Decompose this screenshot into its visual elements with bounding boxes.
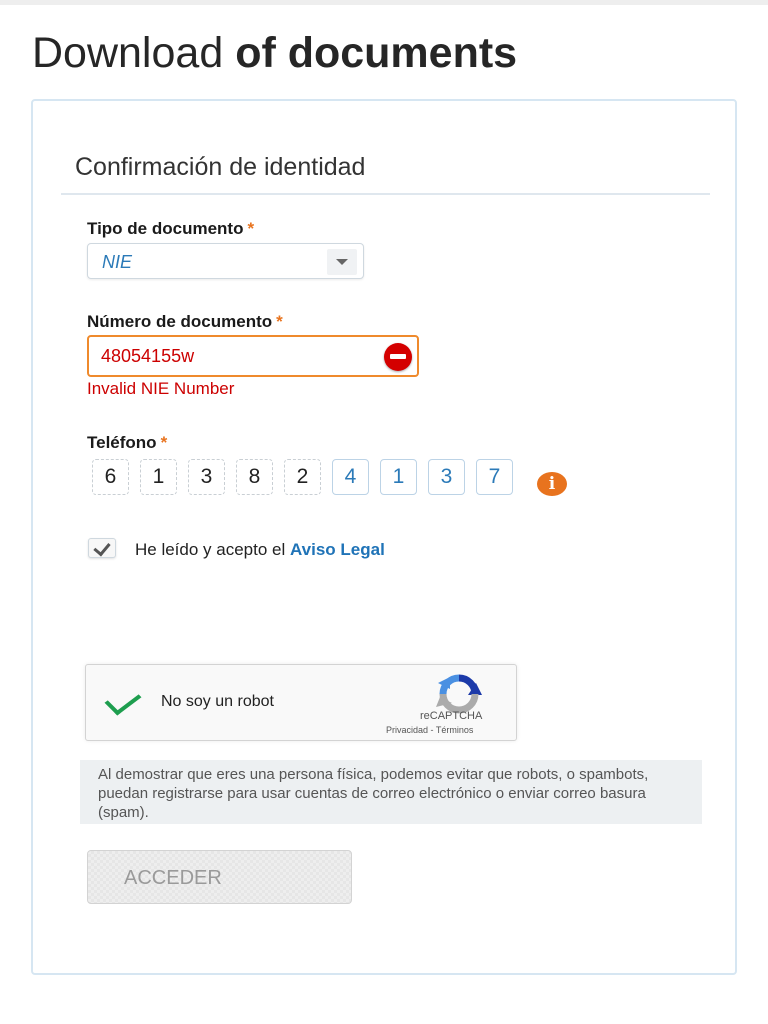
select-toggle[interactable] (327, 249, 357, 275)
form-title: Confirmación de identidad (75, 153, 366, 181)
recaptcha-links[interactable]: Privacidad - Términos (386, 725, 474, 735)
top-strip (0, 0, 768, 5)
legal-text: He leído y acepto el (135, 540, 286, 559)
divider (61, 193, 710, 195)
document-number-value: 48054155w (101, 346, 195, 366)
document-number-label-text: Número de documento (87, 312, 273, 331)
identity-form-card (31, 99, 737, 975)
page-title-light: Download (32, 29, 224, 77)
info-icon[interactable]: i (537, 472, 567, 496)
phone-digit-input[interactable]: 4 (332, 459, 369, 495)
recaptcha-logo-icon (432, 673, 486, 715)
captcha-notice: Al demostrar que eres una persona física, podemos evitar que robots, o spambots, puedan registrarse para usar cuentas de correo electrónico o enviar correo basura (spam). (80, 760, 702, 824)
phone-digit-input[interactable]: 7 (476, 459, 513, 495)
phone-label-text: Teléfono (87, 433, 157, 452)
page-title-bold: of documents (235, 29, 518, 77)
phone-digit: 1 (140, 459, 177, 495)
submit-button[interactable]: ACCEDER (87, 850, 352, 904)
document-number-error: Invalid NIE Number (87, 379, 235, 398)
phone-digit: 8 (236, 459, 273, 495)
phone-digit-input[interactable]: 1 (380, 459, 417, 495)
legal-notice-link[interactable]: Aviso Legal (290, 540, 385, 559)
checkmark-icon (93, 539, 110, 557)
page-title (32, 26, 517, 80)
required-marker: * (160, 433, 168, 452)
recaptcha-label: No soy un robot (161, 693, 274, 710)
legal-checkbox[interactable] (88, 538, 116, 558)
phone-digit: 2 (284, 459, 321, 495)
document-number-label (87, 312, 283, 332)
recaptcha-brand: reCAPTCHA (420, 710, 483, 722)
phone-label (87, 433, 167, 453)
document-number-input[interactable] (87, 335, 419, 377)
document-type-value: NIE (102, 252, 133, 272)
document-type-label-text: Tipo de documento (87, 219, 244, 238)
phone-digit: 3 (188, 459, 225, 495)
legal-label (135, 540, 385, 560)
recaptcha-checkmark-icon[interactable] (105, 685, 142, 716)
chevron-down-icon (336, 259, 348, 265)
recaptcha-widget (85, 664, 517, 741)
error-icon (384, 343, 412, 371)
required-marker: * (247, 219, 255, 238)
phone-digit-input[interactable]: 3 (428, 459, 465, 495)
required-marker: * (276, 312, 283, 331)
document-type-label (87, 219, 254, 239)
document-type-select[interactable] (87, 243, 364, 279)
phone-digit: 6 (92, 459, 129, 495)
